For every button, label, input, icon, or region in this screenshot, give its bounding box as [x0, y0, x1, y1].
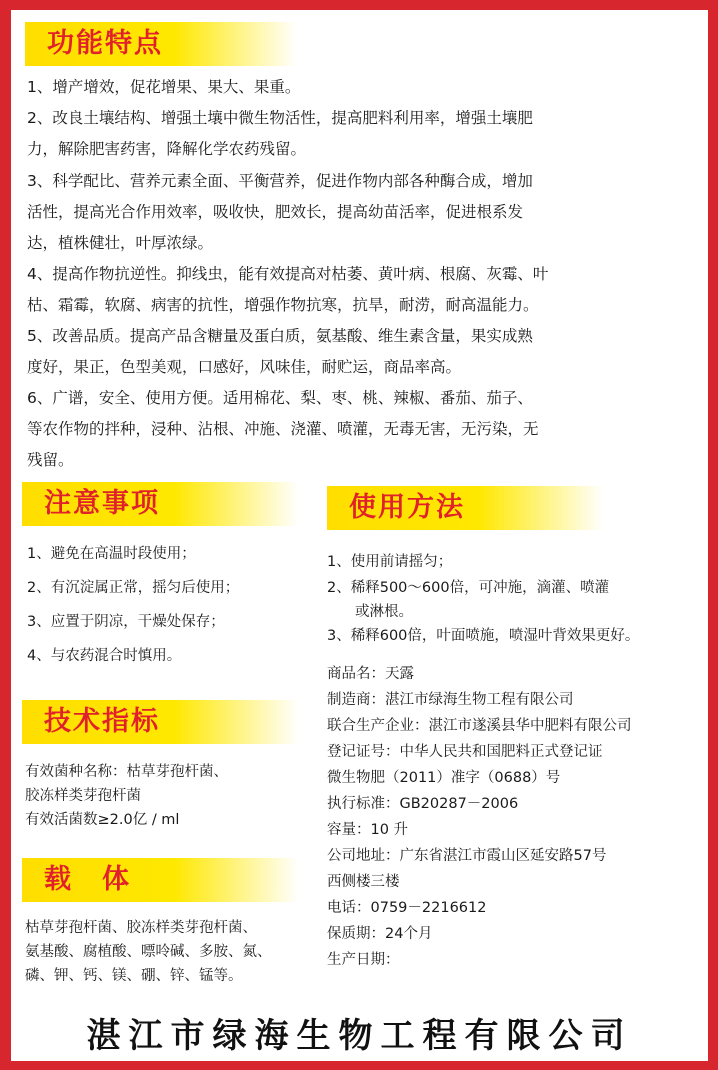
label-panel	[11, 10, 708, 1061]
carrier-heading: 载 体	[22, 858, 299, 902]
features-line: 3、科学配比、营养元素全面、平衡营养，促进作物内部各种酶合成，增加	[27, 172, 533, 190]
specs-line: 有效活菌数≥2.0亿 / ml	[25, 812, 180, 828]
address-cont: 西侧楼三楼	[327, 874, 400, 890]
features-line: 等农作物的拌种，浸种、沾根、冲施、浇灌、喷灌，无毒无害，无污染，无	[27, 420, 539, 438]
carrier-line: 磷、钾、钙、镁、硼、锌、锰等。	[25, 968, 243, 984]
features-line: 度好，果正，色型美观，口感好，风味佳，耐贮运，商品率高。	[27, 358, 462, 376]
usage-line: 或淋根。	[355, 604, 413, 620]
shelf-life: 保质期：24个月	[327, 926, 433, 942]
specs-line: 胶冻样类芽孢杆菌	[25, 788, 141, 804]
address: 公司地址：广东省湛江市霞山区延安路57号	[327, 848, 607, 864]
features-line: 1、增产增效，促花增果、果大、果重。	[27, 78, 301, 96]
features-line: 6、广谱，安全、使用方便。适用棉花、梨、枣、桃、辣椒、番茄、茄子、	[27, 389, 533, 407]
features-line: 力，解除肥害药害，降解化学农药残留。	[27, 140, 307, 158]
usage-line: 3、稀释600倍，叶面喷施，喷湿叶背效果更好。	[327, 628, 640, 644]
precautions-line: 3、应置于阴凉，干燥处保存；	[27, 614, 225, 630]
phone: 电话：0759－2216612	[327, 900, 487, 916]
carrier-line: 枯草芽孢杆菌、胶冻样类芽孢杆菌、	[25, 920, 257, 936]
features-heading: 功能特点	[25, 22, 297, 66]
standard: 执行标准：GB20287－2006	[327, 796, 519, 812]
features-line: 残留。	[27, 451, 74, 469]
production-date: 生产日期：	[327, 952, 400, 968]
precautions-line: 1、避免在高温时段使用；	[27, 546, 196, 562]
features-line: 枯、霜霉，软腐、病害的抗性，增强作物抗寒，抗旱，耐涝，耐高温能力。	[27, 296, 539, 314]
precautions-line: 4、与农药混合时慎用。	[27, 648, 182, 664]
joint-producer: 联合生产企业：湛江市遂溪县华中肥料有限公司	[327, 718, 632, 734]
registration-number: 登记证号：中华人民共和国肥料正式登记证	[327, 744, 603, 760]
manufacturer: 制造商：湛江市绿海生物工程有限公司	[327, 692, 574, 708]
features-line: 5、改善品质。提高产品含糖量及蛋白质，氨基酸、维生素含量，果实成熟	[27, 327, 533, 345]
specs-heading: 技术指标	[22, 700, 299, 744]
features-line: 2、改良土壤结构、增强土壤中微生物活性，提高肥料利用率，增强土壤肥	[27, 109, 533, 127]
usage-heading: 使用方法	[327, 486, 604, 530]
features-line: 活性，提高光合作用效率，吸收快，肥效长，提高幼苗活率，促进根系发	[27, 203, 524, 221]
precautions-line: 2、有沉淀属正常，摇匀后使用；	[27, 580, 240, 596]
company-name-footer: 湛江市绿海生物工程有限公司	[86, 1016, 633, 1056]
carrier-line: 氨基酸、腐植酸、嘌呤碱、多胺、氮、	[25, 944, 272, 960]
usage-line: 2、稀释500～600倍，可冲施，滴灌、喷灌	[327, 580, 610, 596]
registration-number-cont: 微生物肥（2011）准字（0688）号	[327, 770, 561, 786]
features-line: 达，植株健壮，叶厚浓绿。	[27, 234, 214, 252]
capacity: 容量：10 升	[327, 822, 409, 838]
specs-line: 有效菌种名称：枯草芽孢杆菌、	[25, 764, 228, 780]
product-name: 商品名：天露	[327, 666, 414, 682]
features-line: 4、提高作物抗逆性。抑线虫，能有效提高对枯萎、黄叶病、根腐、灰霉、叶	[27, 265, 549, 283]
precautions-heading: 注意事项	[22, 482, 299, 526]
usage-line: 1、使用前请摇匀；	[327, 554, 453, 570]
